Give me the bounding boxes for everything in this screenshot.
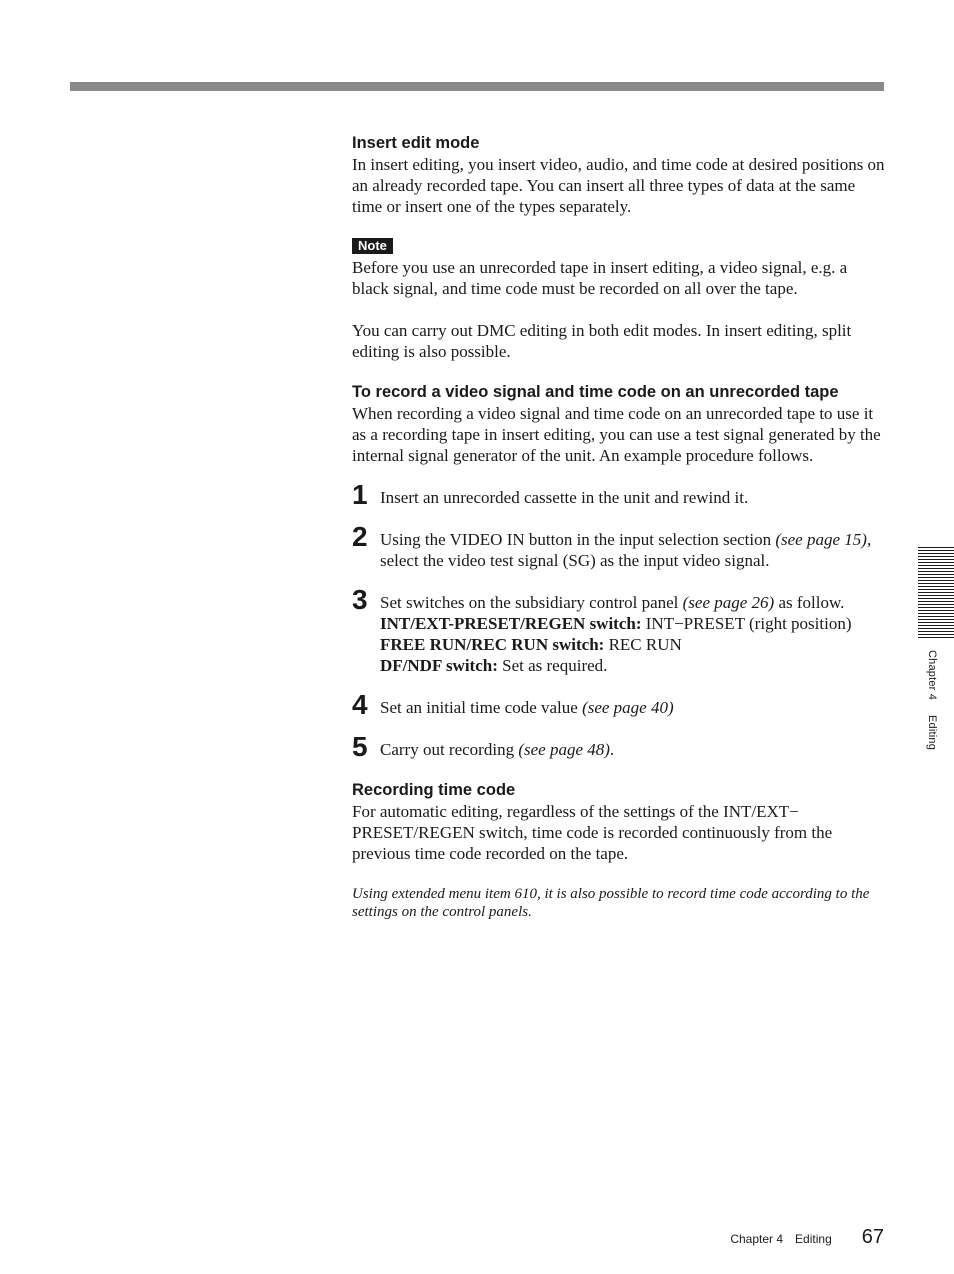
insert-edit-mode-body: In insert editing, you insert video, audio, and time code at desired positions on an already recorded tape. You can insert all three types of data at the same time or insert one of the types separately.: [352, 155, 885, 216]
switch-line-int-ext: [380, 613, 886, 634]
page-reference: (see page 40): [582, 698, 674, 717]
step-number: 5: [352, 731, 368, 762]
footer-chapter: Chapter 4: [730, 1232, 784, 1246]
step-text: Set switches on the subsidiary control panel: [380, 593, 683, 612]
main-content: [352, 133, 886, 921]
side-chapter: Chapter 4: [926, 650, 938, 701]
page-footer: [730, 1226, 884, 1249]
step-5: [352, 731, 886, 762]
page-reference: (see page 48): [518, 740, 610, 759]
page-number: 67: [861, 1226, 884, 1248]
switch-label: FREE RUN/REC RUN switch:: [380, 635, 605, 654]
header-rule: [70, 82, 884, 91]
note-badge: Note: [352, 238, 393, 254]
step-1: [352, 479, 886, 510]
step-text: , select the video test signal (SG) as the input video signal.: [380, 530, 872, 570]
page-reference: (see page 15): [775, 530, 867, 549]
record-signal-body: When recording a video signal and time code on an unrecorded tape to use it as a recording tape in insert editing, you can use a test signal generated by the internal signal generator of the unit. An example procedure follows.: [352, 404, 881, 465]
switch-value: REC RUN: [604, 635, 682, 654]
step-3: [352, 584, 886, 676]
switch-line-free-run: [380, 634, 886, 655]
switch-label: DF/NDF switch:: [380, 656, 498, 675]
footer-section: Editing: [795, 1232, 832, 1246]
page-reference: (see page 26): [682, 593, 775, 612]
recording-time-code-heading: Recording time code: [352, 781, 516, 799]
chapter-thumb-tab: [918, 547, 954, 639]
insert-edit-mode-heading: Insert edit mode: [352, 134, 480, 152]
dmc-paragraph: You can carry out DMC editing in both edit modes. In insert editing, split editing is also possible.: [352, 321, 852, 361]
step-text-tail: .: [609, 740, 615, 759]
step-number: 2: [352, 521, 368, 552]
step-number: 1: [352, 479, 368, 510]
step-text: Carry out recording: [380, 740, 519, 759]
step-text: Using the VIDEO IN button in the input selection section: [380, 530, 776, 549]
switch-line-df-ndf: [380, 655, 886, 676]
step-2: [352, 521, 886, 571]
switch-value: INT−PRESET (right position): [641, 614, 852, 633]
note-text: Before you use an unrecorded tape in insert editing, a video signal, e.g. a black signal, and time code must be recorded on all over the tape.: [352, 258, 848, 298]
extended-menu-note: Using extended menu item 610, it is also possible to record time code according to the settings on the control panels.: [352, 886, 870, 920]
side-chapter-label: [926, 650, 938, 750]
step-number: 3: [352, 584, 368, 615]
step-number: 4: [352, 689, 368, 720]
step-text: Insert an unrecorded cassette in the unit and rewind it.: [380, 488, 749, 507]
switch-label: INT/EXT-PRESET/REGEN switch:: [380, 614, 642, 633]
recording-time-code-body: For automatic editing, regardless of the settings of the INT/EXT− PRESET/REGEN switch, time code is recorded continuously from the previous time code recorded on the tape.: [352, 802, 833, 863]
side-section: Editing: [926, 715, 938, 751]
record-signal-heading: To record a video signal and time code on an unrecorded tape: [352, 383, 839, 401]
step-4: [352, 689, 886, 720]
step-text: Set an initial time code value: [380, 698, 583, 717]
switch-value: Set as required.: [497, 656, 608, 675]
step-text: as follow.: [774, 593, 845, 612]
